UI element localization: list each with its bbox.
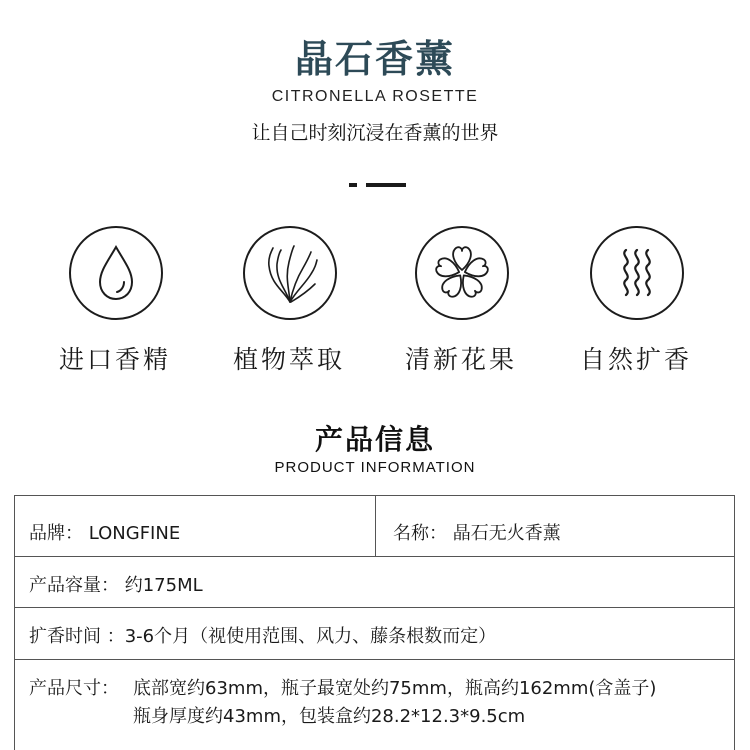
table-row <box>14 557 735 608</box>
name-cell: 名称： 晶石无火香薰 <box>393 523 561 544</box>
brand-cell: 品牌： LONGFINE <box>29 523 181 544</box>
feature-fresh-flower-fruit <box>381 226 541 376</box>
table-row <box>14 608 735 660</box>
feature-label: 自然扩香 <box>579 345 692 374</box>
wavy-lines-icon <box>590 226 684 320</box>
capacity-cell: 产品容量： 约175ML <box>29 575 203 596</box>
product-info-table <box>14 495 735 750</box>
feature-label: 进口香精 <box>58 345 171 374</box>
size-line-1: 底部宽约63mm，瓶子最宽处约75mm，瓶高约162mm(含盖子) <box>133 678 657 699</box>
feature-label: 清新花果 <box>404 345 517 374</box>
section-title: 产品信息 <box>314 423 435 456</box>
size-line-2: 瓶身厚度约43mm，包装盒约28.2*12.3*9.5cm <box>133 706 526 727</box>
product-title: 晶石香薰 <box>294 37 455 81</box>
table-row <box>14 660 735 750</box>
divider-dash-short <box>349 183 357 187</box>
feature-imported-essence <box>35 226 195 376</box>
section-subtitle-en: PRODUCT INFORMATION <box>274 459 476 476</box>
feature-label: 植物萃取 <box>232 345 345 374</box>
product-subtitle-en: CITRONELLA ROSETTE <box>271 88 479 105</box>
duration-cell: 扩香时间 ：3-6个月（视使用范围、风力、藤条根数而定） <box>29 626 497 647</box>
feature-plant-extract <box>209 226 369 376</box>
water-drop-icon <box>69 226 163 320</box>
plant-leaves-icon <box>243 226 337 320</box>
column-divider <box>375 496 376 556</box>
flower-icon <box>415 226 509 320</box>
feature-natural-diffusion <box>556 226 716 376</box>
table-row <box>14 496 735 557</box>
divider-dash-long <box>366 183 406 187</box>
slogan: 让自己时刻沉浸在香薰的世界 <box>251 122 499 144</box>
size-label: 产品尺寸： <box>29 678 119 699</box>
